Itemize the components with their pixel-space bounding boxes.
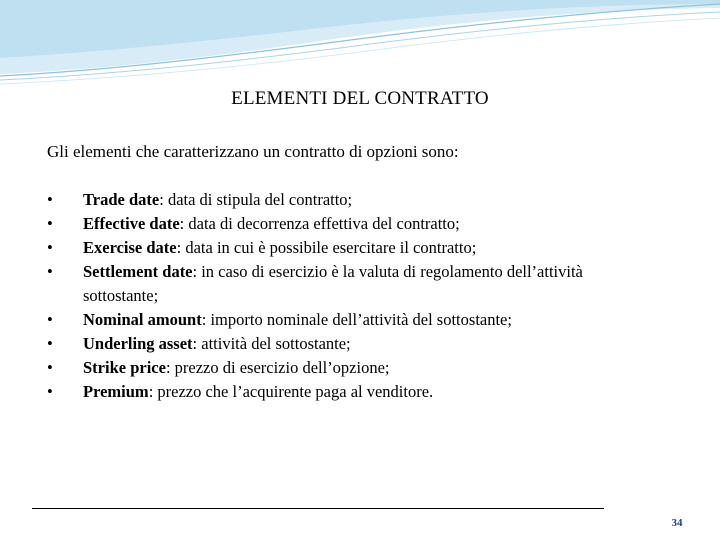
- footer-divider: [32, 508, 604, 509]
- list-item: [47, 188, 647, 212]
- item-term: Settlement date: [83, 262, 193, 281]
- item-term: Premium: [83, 382, 149, 401]
- list-item: [47, 332, 647, 356]
- list-item: [47, 212, 647, 236]
- item-term: Underling asset: [83, 334, 193, 353]
- bullet-icon: •: [47, 358, 53, 377]
- intro-text: Gli elementi che caratterizzano un contratto di opzioni sono:: [47, 142, 459, 161]
- page-number: 34: [671, 517, 683, 529]
- header-wave-decoration: [0, 0, 720, 90]
- item-desc: : attività del sottostante;: [192, 334, 351, 353]
- bullet-icon: •: [47, 238, 53, 257]
- list-item: [47, 380, 647, 404]
- item-desc: : importo nominale dell’attività del sottostante;: [201, 310, 512, 329]
- item-desc: : data in cui è possibile esercitare il contratto;: [176, 238, 477, 257]
- item-desc: : data di stipula del contratto;: [159, 190, 353, 209]
- bullet-icon: •: [47, 310, 53, 329]
- item-term: Trade date: [83, 190, 160, 209]
- item-desc: : prezzo che l’acquirente paga al venditore.: [148, 382, 434, 401]
- item-desc: : data di decorrenza effettiva del contratto;: [179, 214, 460, 233]
- list-item: [47, 260, 647, 308]
- bullet-list: [47, 188, 647, 404]
- bullet-icon: •: [47, 382, 53, 401]
- item-desc: : prezzo di esercizio dell’opzione;: [165, 358, 390, 377]
- bullet-icon: •: [47, 190, 53, 209]
- bullet-icon: •: [47, 334, 53, 353]
- item-term: Effective date: [83, 214, 180, 233]
- bullet-icon: •: [47, 262, 53, 281]
- list-item: [47, 356, 647, 380]
- slide-title: ELEMENTI DEL CONTRATTO: [231, 88, 489, 109]
- item-term: Exercise date: [83, 238, 177, 257]
- item-desc: : in caso di esercizio è la valuta di regolamento dell’attività sottostante;: [83, 262, 583, 305]
- list-item: [47, 308, 647, 332]
- item-term: Strike price: [83, 358, 166, 377]
- item-term: Nominal amount: [83, 310, 202, 329]
- bullet-icon: •: [47, 214, 53, 233]
- list-item: [47, 236, 647, 260]
